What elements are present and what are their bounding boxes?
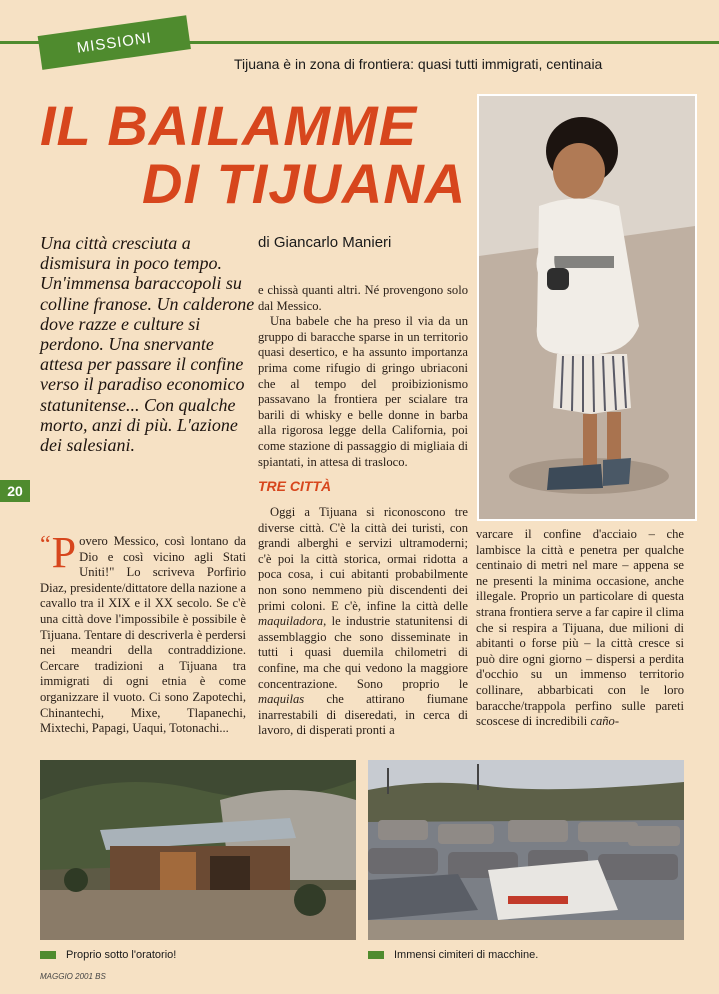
text-run: che attirano fiumane inarrestabili di diseredati, in cerca di lavoro, di disperati pronti a: [258, 692, 468, 738]
caption-cars: [368, 949, 538, 961]
article-title: [40, 94, 467, 215]
body-column-a: [258, 283, 468, 470]
text-run: varcare il confine d'acciaio – che lambisce la città e penetra per qualche centinaio di metri nel mare – appena se ne presenti la minima occasione, anche illegale. Proprio un particolare di questa strana frontiera serve a far capire il clima che si respira a Tijuana, due milioni di abitanti o forse più – la città cresce si può dire ogni giorno – dispersi a perdita d'occhio su un immenso territorio collinare, abbarbicati con le loro baracche/trappola perfino sulle pareti scoscese di incredibili: [476, 527, 684, 729]
lede: Una città cresciuta a dismisura in poco tempo. Un'immensa baraccopoli su colline franose. Un calderone dove razze e culture si perdono. Una snervante attesa per passare il confine verso il paradiso economico statunitense... Con qualche morto, anzi di più. L'azione dei salesiani.: [40, 233, 255, 456]
caption-shack: [40, 949, 176, 961]
page-number: 20: [0, 480, 30, 502]
paragraph: [40, 528, 246, 737]
paragraph: [258, 505, 468, 739]
emphasis: maquiladora: [258, 614, 324, 629]
caption-marker: [40, 951, 56, 959]
body-column-c: [476, 527, 684, 730]
photo-shack: [40, 760, 356, 940]
shack-photo-illustration: [40, 760, 356, 940]
child-photo-illustration: [479, 96, 695, 519]
emphasis: caño-: [590, 714, 620, 729]
caption-text: Immensi cimiteri di macchine.: [394, 949, 539, 961]
paragraph: Una babele che ha preso il via da un gruppo di baracche sparse in un territorio quasi desertico, e ha assunto importanza prima come rifugio di gringo ubriaconi che al tempo del proibizionismo passavano la frontiera per scialare tra barili di whisky e belle donne in barba alla rigorosa legge della California, poi come stazione di passaggio di migliaia di spiantati, in attesa di trasloco.: [258, 314, 468, 469]
caption-marker: [368, 951, 384, 959]
title-line-2: DI TIJUANA: [142, 152, 467, 215]
photo-cars: [368, 760, 684, 940]
text-run: overo Messico, così lontano da Dio e così vicino agli Stati Uniti!" Lo scriveva Porfirio Diaz, presidente/dittatore della nazione a cavallo tra il XIX e il XX secolo. Se c'è una città dove l'impossibile è possibile è Tijuana. Tentare di descriverla è perdersi nei meandri della contraddizione. Cercare tradizioni a Tijuana tra immigrati di ogni etnia è come organizzare il vuoto. Ci sono Zapotechi, Chinantechi, Mixe, Tlapanechi, Mixtechi, Papagi, Uaqui, Totonachi...: [40, 534, 246, 736]
photo-child: [477, 94, 697, 521]
emphasis: maquilas: [258, 692, 305, 707]
byline: di Giancarlo Manieri: [258, 234, 392, 251]
paragraph: [476, 527, 684, 730]
open-quote-icon: “: [40, 532, 51, 558]
headline-strap: Tijuana è in zona di frontiera: quasi tutti immigrati, centinaia: [234, 56, 603, 72]
body-column-a-continued: [258, 505, 468, 739]
body-column-b: [40, 528, 246, 737]
text-run: , le industrie statunitensi di assemblaggio che sono disseminate in tutti i quasi duemila chilometri di confine, ma che qui vedono la maggiore concentrazione. Sono proprio le: [258, 614, 468, 691]
title-line-1: IL BAILAMME: [40, 94, 418, 157]
section-tag: MISSIONI: [38, 15, 191, 70]
paragraph: e chissà quanti altri. Né provengono solo dal Messico.: [258, 283, 468, 313]
caption-text: Proprio sotto l'oratorio!: [66, 949, 177, 961]
text-run: Oggi a Tijuana si riconoscono tre diverse città. C'è la città dei turisti, con grandi alberghi e servizi ultramoderni; c'è poi la città storica, ormai ridotta a poca cosa, i cui abitanti probabilmente non sono nemmeno più discendenti dei primi coloni. E c'è, infine la città delle: [258, 505, 468, 613]
cars-photo-illustration: [368, 760, 684, 940]
footer-issue: MAGGIO 2001 BS: [40, 972, 106, 981]
subhead-tre-citta: TRE CITTÀ: [258, 478, 332, 494]
drop-cap: P: [51, 528, 77, 577]
